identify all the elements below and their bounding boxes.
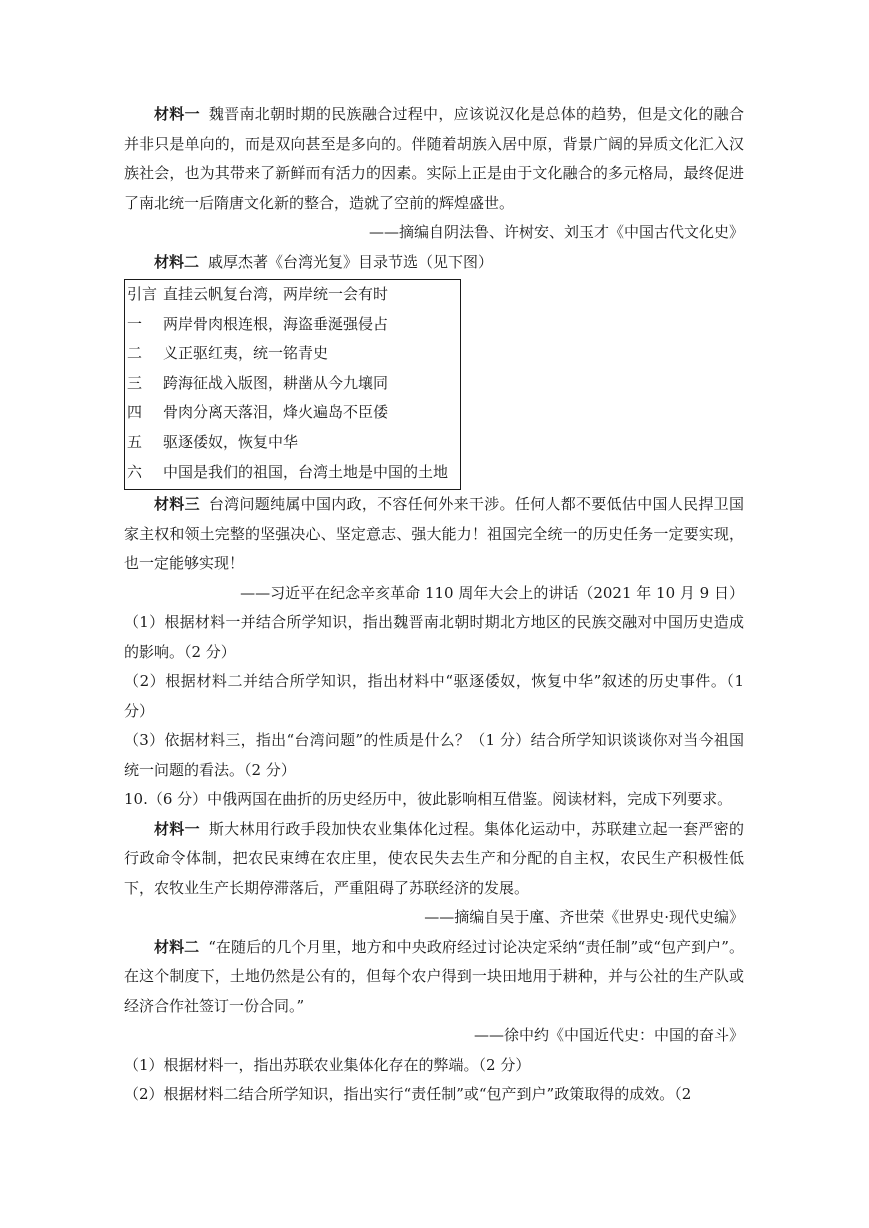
material-source: ——习近平在纪念辛亥革命 110 周年大会上的讲话（2021 年 10 月 9 日） xyxy=(240,583,744,602)
toc-number: 引言 xyxy=(127,285,158,303)
toc-item xyxy=(125,428,460,458)
material-text: 斯大林用行政手段加快农业集体化过程。集体化运动中，苏联建立起一套严密的行政命令体制，把农民束缚在农庄里，使农民失去生产和分配的自主权，农民生产积极性低下，农牧业生产长期停滞落后，严重阻碍了苏联经济的发展。 xyxy=(124,819,744,897)
toc-item xyxy=(125,369,460,399)
toc-number: 四 xyxy=(127,403,143,422)
material-text: 台湾问题纯属中国内政，不容任何外来干涉。任何人都不要低估中国人民捍卫国家主权和领土完整的坚强决心、坚定意志、强大能力！祖国完全统一的历史任务一定要实现，也一定能够实现！ xyxy=(124,495,744,573)
toc-title: 直挂云帆复台湾，两岸统一会有时 xyxy=(163,285,389,303)
toc-title: 驱逐倭奴，恢复中华 xyxy=(163,432,299,451)
material-text: 魏晋南北朝时期的民族融合过程中，应该说汉化是总体的趋势，但是文化的融合并非只是单向的，而是双向甚至是多向的。伴随着胡族入居中原，背景广阔的异质文化汇入汉族社会，也为其带来了新鲜而有活力的因素。实际上正是由于文化融合的多元格局，最终促进了南北统一后隋唐文化新的整合，造就了空前的辉煌盛世。 xyxy=(124,105,744,212)
toc-number: 二 xyxy=(127,344,143,363)
toc-item xyxy=(125,280,460,310)
material-label: 材料二 xyxy=(154,252,200,271)
toc-number: 三 xyxy=(127,373,143,392)
question-item: （1）根据材料一并结合所学知识，指出魏晋南北朝时期北方地区的民族交融对中国历史造成的影响。（2 分） xyxy=(124,613,744,661)
material-paragraph xyxy=(124,248,744,278)
toc-item xyxy=(125,339,460,369)
question-heading: 10.（6 分）中俄两国在曲折的历史经历中，彼此影响相互借鉴。阅读材料，完成下列要求。 xyxy=(124,790,733,809)
material-paragraph xyxy=(124,490,744,579)
toc-title: 义正驱红夷，统一铭青史 xyxy=(163,344,329,363)
material-label: 材料一 xyxy=(154,105,200,123)
material-source: ——摘编自阴法鲁、许树安、刘玉才《中国古代文化史》 xyxy=(368,223,744,241)
question-item: （1）根据材料一，指出苏联农业集体化存在的弊端。（2 分） xyxy=(124,1055,531,1074)
material-label: 材料二 xyxy=(154,937,200,956)
material-label: 材料三 xyxy=(154,495,200,514)
toc-title: 跨海征战入版图，耕凿从今九壤同 xyxy=(163,373,389,392)
toc-item xyxy=(125,310,460,340)
table-of-contents-box xyxy=(124,279,461,490)
toc-number: 六 xyxy=(127,462,143,481)
question-item: （2）根据材料二并结合所学知识，指出材料中“驱逐倭奴，恢复中华”叙述的历史事件。（1 分） xyxy=(124,672,744,720)
toc-title: 中国是我们的祖国，台湾土地是中国的土地 xyxy=(163,462,449,481)
toc-item xyxy=(125,398,460,428)
toc-title: 骨肉分离天落泪，烽火遍岛不臣倭 xyxy=(163,403,389,422)
question-item: （3）依据材料三，指出“台湾问题”的性质是什么？（1 分）结合所学知识谈谈你对当今祖国统一问题的看法。（2 分） xyxy=(124,731,744,779)
document-page xyxy=(124,100,744,1110)
material-paragraph xyxy=(124,100,744,218)
material-source: ——摘编自吴于廑、齐世荣《世界史·现代史编》 xyxy=(424,908,744,927)
toc-title: 两岸骨肉根连根，海盗垂涎强侵占 xyxy=(163,314,389,333)
material-text: 戚厚杰著《台湾光复》目录节选（见下图） xyxy=(208,252,494,271)
material-text: “在随后的几个月里，地方和中央政府经过讨论决定采纳“责任制”或“包产到户”。在这个制度下，土地仍然是公有的，但每个农户得到一块田地用于耕种，并与公社的生产队或经济合作社签订一份合同。” xyxy=(124,937,744,1015)
material-label: 材料一 xyxy=(154,819,200,838)
toc-number: 五 xyxy=(127,432,143,451)
toc-item xyxy=(125,458,460,488)
toc-number: 一 xyxy=(127,314,143,333)
material-source: ——徐中约《中国近代史：中国的奋斗》 xyxy=(473,1026,744,1045)
material-paragraph xyxy=(124,933,744,1022)
material-paragraph xyxy=(124,815,744,904)
question-item: （2）根据材料二结合所学知识，指出实行“责任制”或“包产到户”政策取得的成效。（2 xyxy=(124,1085,692,1104)
